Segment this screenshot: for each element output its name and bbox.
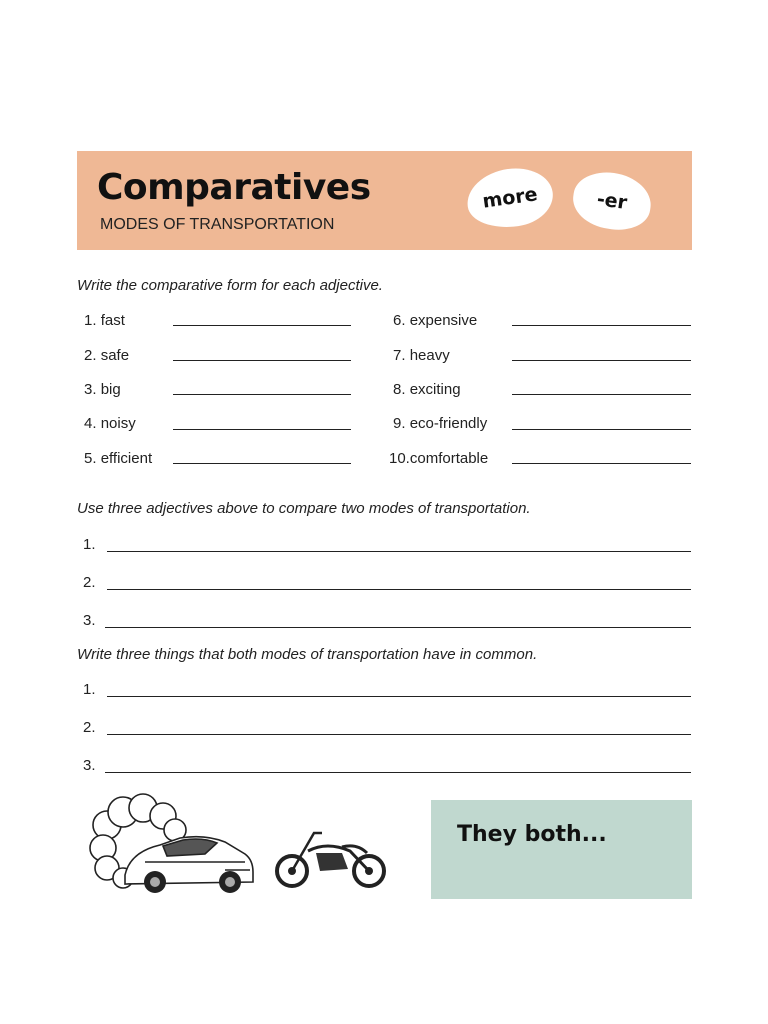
- answer-line-3[interactable]: [173, 394, 351, 395]
- adjective-1: 1. fast: [84, 312, 125, 329]
- sports-car-icon: [85, 790, 260, 900]
- badge-more-label: more: [481, 183, 539, 213]
- common-number-3: 3.: [83, 757, 96, 774]
- common-line-1[interactable]: [107, 696, 691, 697]
- badge-more: [463, 163, 556, 232]
- compare-line-1[interactable]: [107, 551, 691, 552]
- answer-line-2[interactable]: [173, 360, 351, 361]
- motorcycle-icon: [272, 825, 390, 891]
- page-title: Comparatives: [97, 167, 371, 208]
- answer-line-1[interactable]: [173, 325, 351, 326]
- adjective-6: 6. expensive: [393, 312, 478, 329]
- they-both-box: [431, 800, 692, 899]
- answer-line-9[interactable]: [512, 429, 691, 430]
- adjective-4: 4. noisy: [84, 415, 136, 432]
- they-both-label: They both...: [457, 822, 607, 847]
- common-line-2[interactable]: [107, 734, 691, 735]
- badge-er-label: -er: [595, 188, 629, 214]
- compare-number-2: 2.: [83, 574, 96, 591]
- compare-line-3[interactable]: [105, 627, 691, 628]
- header-banner: [77, 151, 692, 250]
- answer-line-4[interactable]: [173, 429, 351, 430]
- common-number-2: 2.: [83, 719, 96, 736]
- answer-line-6[interactable]: [512, 325, 691, 326]
- common-line-3[interactable]: [105, 772, 691, 773]
- badge-er: [569, 168, 654, 234]
- compare-number-1: 1.: [83, 536, 96, 553]
- adjective-10: 10.comfortable: [389, 450, 489, 467]
- adjective-8: 8. exciting: [393, 381, 461, 398]
- answer-line-8[interactable]: [512, 394, 691, 395]
- page-subtitle: MODES OF TRANSPORTATION: [100, 216, 335, 233]
- adjective-5: 5. efficient: [84, 450, 153, 467]
- instruction-1: Write the comparative form for each adjective.: [77, 277, 383, 294]
- adjective-7: 7. heavy: [393, 347, 450, 364]
- adjective-9: 9. eco-friendly: [393, 415, 488, 432]
- answer-line-10[interactable]: [512, 463, 691, 464]
- compare-line-2[interactable]: [107, 589, 691, 590]
- adjective-2: 2. safe: [84, 347, 130, 364]
- answer-line-5[interactable]: [173, 463, 351, 464]
- answer-line-7[interactable]: [512, 360, 691, 361]
- instruction-2: Use three adjectives above to compare two modes of transportation.: [77, 500, 531, 517]
- compare-number-3: 3.: [83, 612, 96, 629]
- common-number-1: 1.: [83, 681, 96, 698]
- instruction-3: Write three things that both modes of transportation have in common.: [77, 646, 538, 663]
- adjective-3: 3. big: [84, 381, 121, 398]
